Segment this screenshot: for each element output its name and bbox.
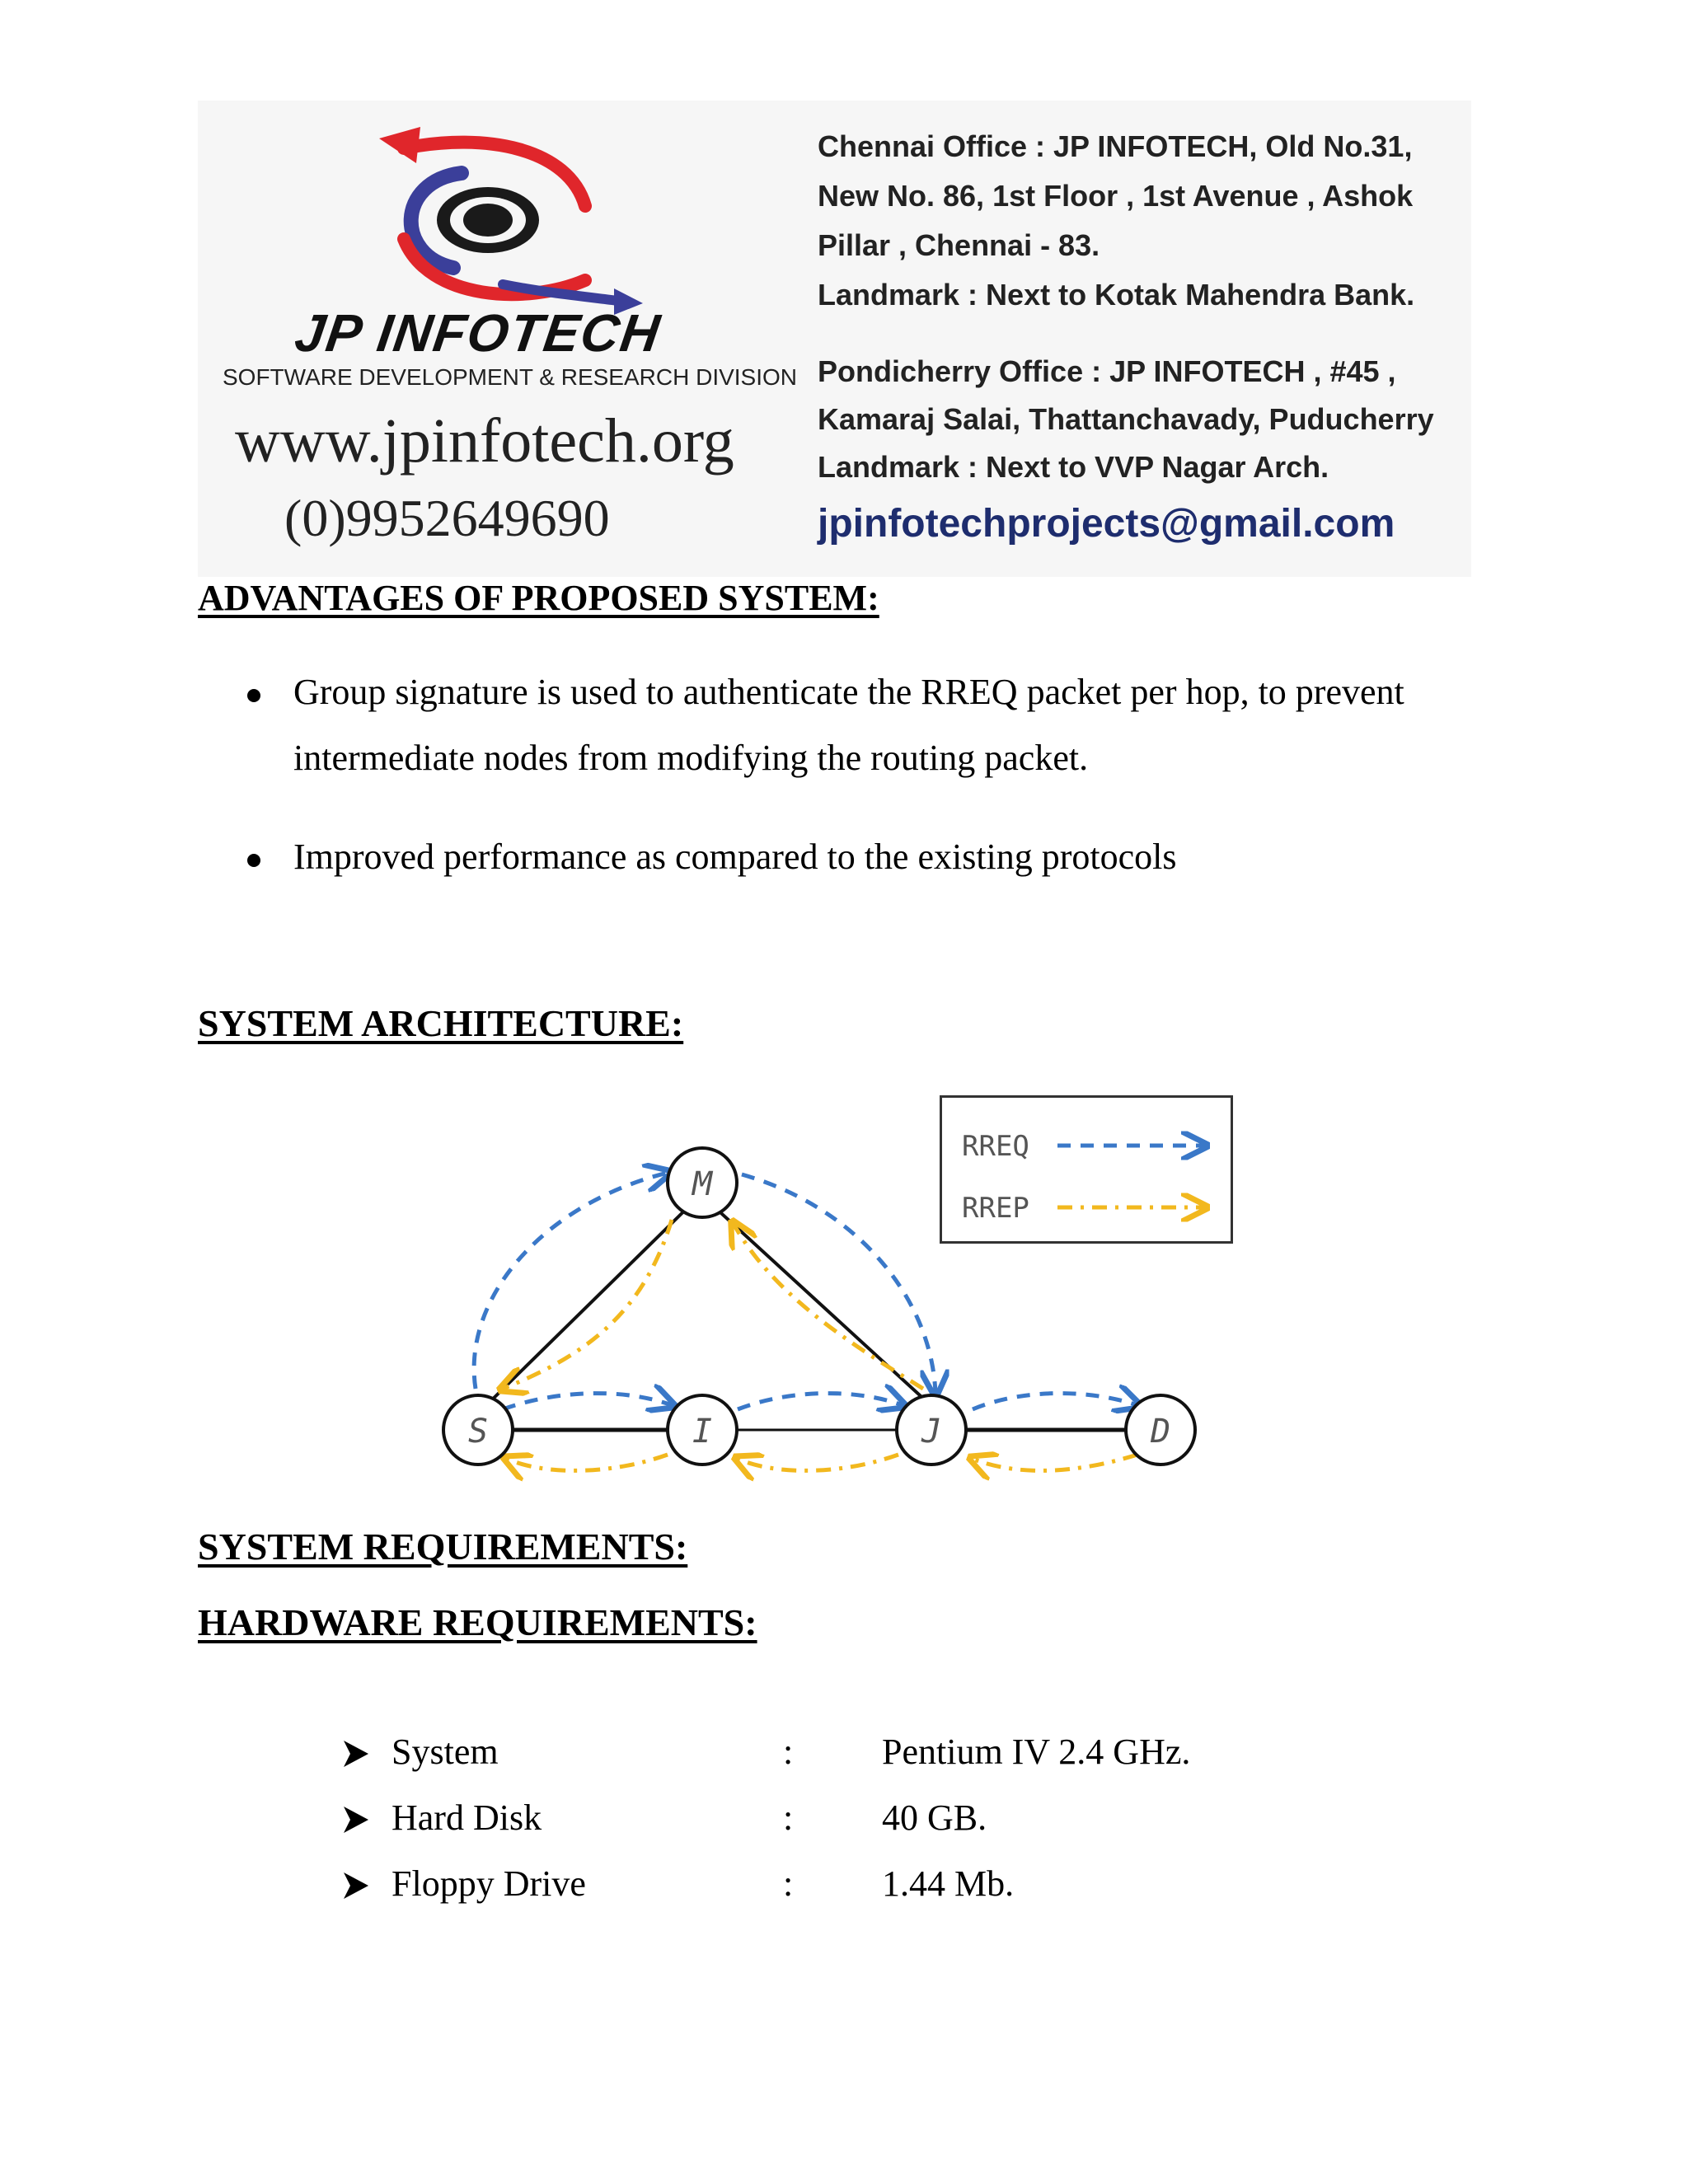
requirement-colon: :	[783, 1863, 794, 1904]
requirement-value: 1.44 Mb.	[882, 1863, 1015, 1904]
requirement-value: 40 GB.	[882, 1797, 987, 1838]
legend-graphic	[942, 1098, 1231, 1241]
requirement-label: Floppy Drive	[392, 1863, 586, 1904]
list-item-text: Group signature is used to authenticate the RREQ packet per hop, to prevent intermediate nodes from modifying the routing packet.	[293, 672, 1404, 778]
rreq-i-j	[738, 1394, 903, 1409]
requirement-label: System	[392, 1732, 499, 1772]
brand-subtitle: SOFTWARE DEVELOPMENT & RESEARCH DIVISION	[223, 364, 798, 390]
bullet-dot-icon	[247, 689, 260, 702]
pondy-line: Kamaraj Salai, Thattanchavady, Puducherry	[818, 402, 1434, 436]
node-d	[1126, 1395, 1195, 1465]
pondicherry-office-address	[818, 348, 1434, 491]
pondy-line: Landmark : Next to VVP Nagar Arch.	[818, 450, 1329, 484]
contact-email: jpinfotechprojects@gmail.com	[818, 502, 1395, 546]
legend-rreq-label: RREQ	[962, 1130, 1029, 1163]
link-s-m	[478, 1187, 709, 1413]
node-label: J	[921, 1413, 942, 1451]
node-label: S	[467, 1413, 489, 1451]
arrowhead-bullet-icon	[342, 1869, 370, 1902]
node-label: D	[1150, 1413, 1171, 1451]
rrep-d-j	[973, 1455, 1137, 1470]
rrep-i-s	[507, 1455, 668, 1470]
requirement-colon: :	[783, 1732, 794, 1772]
arrowhead-bullet-icon	[342, 1803, 370, 1836]
rrep-j-i	[738, 1455, 898, 1470]
legend-rrep-label: RREP	[962, 1192, 1029, 1225]
node-j	[897, 1395, 966, 1465]
rreq-s-i	[503, 1394, 672, 1409]
requirement-colon: :	[783, 1797, 794, 1838]
chennai-line: New No. 86, 1st Floor , 1st Avenue , Ashok	[818, 179, 1414, 213]
chennai-office-address	[818, 122, 1414, 320]
system-requirements-heading: SYSTEM REQUIREMENTS:	[198, 1526, 688, 1568]
chennai-line: Chennai Office : JP INFOTECH, Old No.31,	[818, 129, 1413, 163]
brand-website: www.jpinfotech.org	[235, 406, 734, 476]
rreq-m-j	[742, 1174, 935, 1393]
bullet-dot-icon	[247, 854, 260, 867]
letterhead	[198, 101, 1471, 577]
node-i	[668, 1395, 737, 1465]
brand-phone: (0)9952649690	[284, 489, 610, 547]
requirement-value: Pentium IV 2.4 GHz.	[882, 1732, 1191, 1772]
node-label: M	[692, 1165, 713, 1203]
advantages-heading: ADVANTAGES OF PROPOSED SYSTEM:	[198, 578, 879, 618]
node-label: I	[692, 1413, 713, 1451]
requirement-label: Hard Disk	[392, 1797, 542, 1838]
chennai-line: Pillar , Chennai - 83.	[818, 228, 1100, 262]
architecture-heading: SYSTEM ARCHITECTURE:	[198, 1002, 684, 1044]
node-m	[668, 1148, 737, 1217]
pondy-line: Pondicherry Office : JP INFOTECH , #45 ,	[818, 354, 1396, 388]
link-m-j	[692, 1187, 940, 1413]
brand-name: JP INFOTECH	[291, 303, 665, 363]
rreq-j-d	[973, 1394, 1137, 1409]
hardware-requirements-heading: HARDWARE REQUIREMENTS:	[198, 1601, 757, 1643]
list-item-text: Improved performance as compared to the existing protocols	[293, 837, 1177, 877]
chennai-line: Landmark : Next to Kotak Mahendra Bank.	[818, 278, 1415, 312]
system-architecture-diagram	[198, 1084, 1269, 1496]
diagram-legend	[940, 1095, 1233, 1244]
arrowhead-bullet-icon	[342, 1737, 370, 1770]
node-s	[443, 1395, 513, 1465]
